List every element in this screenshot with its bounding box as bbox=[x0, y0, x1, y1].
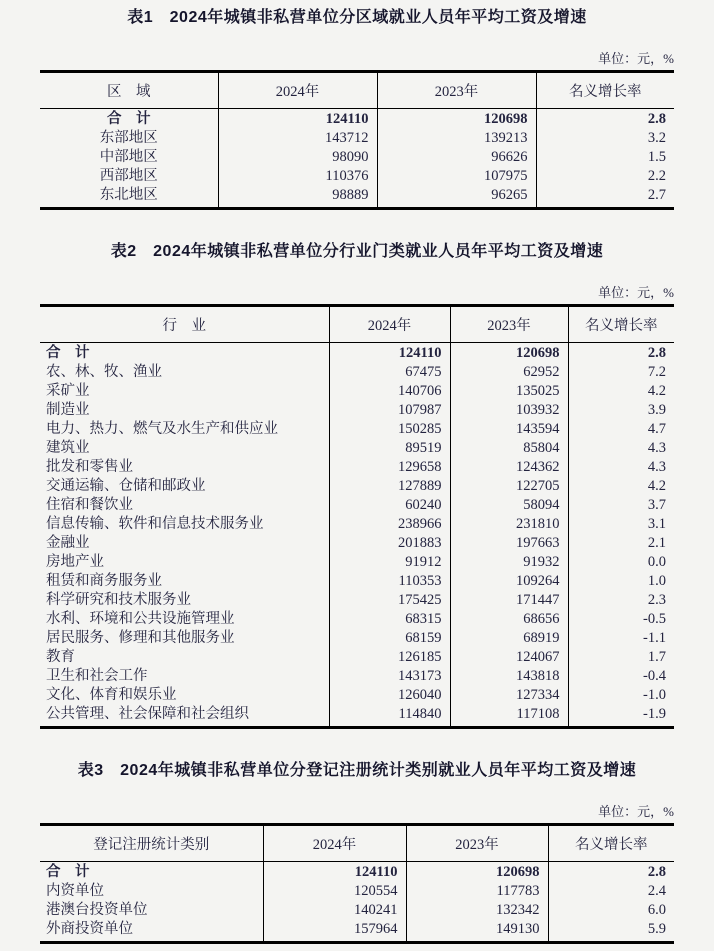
wage-2023: 124362 bbox=[450, 458, 568, 477]
table-row bbox=[40, 129, 674, 148]
growth-rate: 4.3 bbox=[647, 459, 666, 475]
wage-2024: 143173 bbox=[329, 667, 450, 686]
wage-2023: 117108 bbox=[450, 705, 568, 728]
wage-2023: 117783 bbox=[406, 882, 548, 901]
table-row bbox=[40, 667, 674, 686]
row-label: 金融业 bbox=[40, 534, 329, 553]
table-row bbox=[40, 610, 674, 629]
total-row bbox=[40, 343, 674, 364]
header-category: 区 域 bbox=[40, 72, 218, 109]
table3-title: 表3 2024年城镇非私营单位分登记注册统计类别就业人员年平均工资及增速 bbox=[77, 762, 637, 779]
row-label: 房地产业 bbox=[40, 553, 329, 572]
wage-2023: 58094 bbox=[450, 496, 568, 515]
wage-2023: 143594 bbox=[450, 420, 568, 439]
growth-rate: 1.5 bbox=[647, 149, 666, 165]
table1-title: 表1 2024年城镇非私营单位分区域就业人员年平均工资及增速 bbox=[127, 9, 587, 26]
growth-rate: 4.2 bbox=[647, 478, 666, 494]
wage-2024: 140241 bbox=[263, 901, 406, 920]
wage-2023: 62952 bbox=[450, 363, 568, 382]
wage-2024: 107987 bbox=[329, 401, 450, 420]
growth-rate: -0.5 bbox=[643, 611, 666, 627]
wage-2023: 124067 bbox=[450, 648, 568, 667]
wage-2023: 120698 bbox=[450, 343, 568, 364]
row-label: 制造业 bbox=[40, 401, 329, 420]
wage-2023: 120698 bbox=[406, 862, 548, 883]
row-label: 中部地区 bbox=[40, 148, 218, 167]
growth-rate: -1.1 bbox=[643, 630, 666, 646]
table-row bbox=[40, 186, 674, 209]
row-label: 合 计 bbox=[40, 343, 329, 364]
growth-rate: 2.8 bbox=[647, 345, 666, 361]
wage-2023: 231810 bbox=[450, 515, 568, 534]
row-label: 东北地区 bbox=[40, 186, 218, 209]
table-row bbox=[40, 515, 674, 534]
growth-rate: 4.2 bbox=[647, 383, 666, 399]
header-2023: 2023年 bbox=[450, 306, 568, 343]
table-row bbox=[40, 686, 674, 705]
wage-2023: 197663 bbox=[450, 534, 568, 553]
row-label: 住宿和餐饮业 bbox=[40, 496, 329, 515]
wage-2024: 140706 bbox=[329, 382, 450, 401]
row-label: 信息传输、软件和信息技术服务业 bbox=[40, 515, 329, 534]
wage-2023: 103932 bbox=[450, 401, 568, 420]
wage-2024: 127889 bbox=[329, 477, 450, 496]
table-row bbox=[40, 401, 674, 420]
wage-2024: 98889 bbox=[218, 186, 377, 209]
wage-2024: 114840 bbox=[329, 705, 450, 728]
table-row bbox=[40, 458, 674, 477]
table1-block bbox=[0, 8, 714, 210]
header-2024: 2024年 bbox=[329, 306, 450, 343]
table-row bbox=[40, 572, 674, 591]
row-label: 农、林、牧、渔业 bbox=[40, 363, 329, 382]
total-row bbox=[40, 109, 674, 130]
unit-label: 单位：元，% bbox=[598, 285, 674, 300]
table-header-row bbox=[40, 825, 674, 862]
table-row bbox=[40, 167, 674, 186]
wage-2024: 124110 bbox=[218, 109, 377, 130]
wage-2024: 126185 bbox=[329, 648, 450, 667]
table2-block bbox=[0, 242, 714, 729]
wage-2024: 89519 bbox=[329, 439, 450, 458]
wage-2023: 122705 bbox=[450, 477, 568, 496]
row-label: 科学研究和技术服务业 bbox=[40, 591, 329, 610]
header-category: 行 业 bbox=[40, 306, 329, 343]
header-2023: 2023年 bbox=[406, 825, 548, 862]
wage-2024: 143712 bbox=[218, 129, 377, 148]
wage-2023: 143818 bbox=[450, 667, 568, 686]
table-row bbox=[40, 591, 674, 610]
wage-2023: 85804 bbox=[450, 439, 568, 458]
growth-rate: 5.9 bbox=[647, 921, 666, 937]
wage-2023: 139213 bbox=[377, 129, 536, 148]
growth-rate: 2.8 bbox=[647, 864, 666, 880]
row-label: 教育 bbox=[40, 648, 329, 667]
table-header-row bbox=[40, 72, 674, 109]
wage-2024: 120554 bbox=[263, 882, 406, 901]
header-2024: 2024年 bbox=[218, 72, 377, 109]
wage-2024: 124110 bbox=[329, 343, 450, 364]
growth-rate: -0.4 bbox=[643, 668, 666, 684]
table-row bbox=[40, 553, 674, 572]
row-label: 电力、热力、燃气及水生产和供应业 bbox=[40, 420, 329, 439]
wage-2024: 150285 bbox=[329, 420, 450, 439]
growth-rate: 7.2 bbox=[647, 364, 666, 380]
industry-wage-table bbox=[40, 304, 674, 729]
wage-2023: 171447 bbox=[450, 591, 568, 610]
growth-rate: 1.7 bbox=[647, 649, 666, 665]
registration-type-wage-table bbox=[40, 823, 674, 944]
growth-rate: 4.3 bbox=[647, 440, 666, 456]
row-label: 合 计 bbox=[40, 109, 218, 130]
row-label: 东部地区 bbox=[40, 129, 218, 148]
row-label: 港澳台投资单位 bbox=[40, 901, 263, 920]
header-growth: 名义增长率 bbox=[548, 825, 674, 862]
wage-2023: 149130 bbox=[406, 920, 548, 943]
wage-2024: 110376 bbox=[218, 167, 377, 186]
growth-rate: 2.8 bbox=[647, 111, 666, 127]
wage-2024: 129658 bbox=[329, 458, 450, 477]
table3-block bbox=[0, 761, 714, 944]
table-row bbox=[40, 439, 674, 458]
table-row bbox=[40, 901, 674, 920]
growth-rate: -1.0 bbox=[643, 687, 666, 703]
table2-title: 表2 2024年城镇非私营单位分行业门类就业人员年平均工资及增速 bbox=[110, 243, 604, 260]
row-label: 文化、体育和娱乐业 bbox=[40, 686, 329, 705]
growth-rate: 3.1 bbox=[647, 516, 666, 532]
row-label: 水利、环境和公共设施管理业 bbox=[40, 610, 329, 629]
growth-rate: 3.7 bbox=[647, 497, 666, 513]
header-2024: 2024年 bbox=[263, 825, 406, 862]
row-label: 合 计 bbox=[40, 862, 263, 883]
wage-2024: 175425 bbox=[329, 591, 450, 610]
growth-rate: 3.9 bbox=[647, 402, 666, 418]
growth-rate: 3.2 bbox=[647, 130, 666, 146]
wage-2024: 67475 bbox=[329, 363, 450, 382]
row-label: 公共管理、社会保障和社会组织 bbox=[40, 705, 329, 728]
header-category: 登记注册统计类别 bbox=[40, 825, 263, 862]
row-label: 建筑业 bbox=[40, 439, 329, 458]
wage-2023: 96265 bbox=[377, 186, 536, 209]
row-label: 外商投资单位 bbox=[40, 920, 263, 943]
table-row bbox=[40, 648, 674, 667]
growth-rate: -1.9 bbox=[643, 706, 666, 722]
table-header-row bbox=[40, 306, 674, 343]
row-label: 内资单位 bbox=[40, 882, 263, 901]
header-growth: 名义增长率 bbox=[568, 306, 674, 343]
growth-rate: 2.2 bbox=[647, 168, 666, 184]
row-label: 交通运输、仓储和邮政业 bbox=[40, 477, 329, 496]
wage-2024: 126040 bbox=[329, 686, 450, 705]
wage-2024: 91912 bbox=[329, 553, 450, 572]
table-row bbox=[40, 477, 674, 496]
header-growth: 名义增长率 bbox=[536, 72, 674, 109]
wage-2023: 107975 bbox=[377, 167, 536, 186]
unit-label: 单位：元，% bbox=[598, 804, 674, 819]
table-row bbox=[40, 148, 674, 167]
table-row bbox=[40, 882, 674, 901]
wage-2024: 60240 bbox=[329, 496, 450, 515]
growth-rate: 6.0 bbox=[647, 902, 666, 918]
growth-rate: 2.3 bbox=[647, 592, 666, 608]
wage-2023: 96626 bbox=[377, 148, 536, 167]
wage-2024: 201883 bbox=[329, 534, 450, 553]
wage-2023: 91932 bbox=[450, 553, 568, 572]
table-row bbox=[40, 705, 674, 728]
growth-rate: 0.0 bbox=[647, 554, 666, 570]
row-label: 批发和零售业 bbox=[40, 458, 329, 477]
unit-label: 单位：元，% bbox=[598, 51, 674, 66]
growth-rate: 2.1 bbox=[647, 535, 666, 551]
table-row bbox=[40, 420, 674, 439]
growth-rate: 2.7 bbox=[647, 187, 666, 203]
table-row bbox=[40, 363, 674, 382]
wage-2023: 68919 bbox=[450, 629, 568, 648]
wage-2024: 157964 bbox=[263, 920, 406, 943]
growth-rate: 2.4 bbox=[647, 883, 666, 899]
table-row bbox=[40, 496, 674, 515]
region-wage-table bbox=[40, 70, 674, 210]
header-2023: 2023年 bbox=[377, 72, 536, 109]
wage-2024: 124110 bbox=[263, 862, 406, 883]
wage-2024: 98090 bbox=[218, 148, 377, 167]
growth-rate: 4.7 bbox=[647, 421, 666, 437]
row-label: 西部地区 bbox=[40, 167, 218, 186]
table-row bbox=[40, 382, 674, 401]
row-label: 卫生和社会工作 bbox=[40, 667, 329, 686]
wage-2023: 135025 bbox=[450, 382, 568, 401]
wage-2024: 68315 bbox=[329, 610, 450, 629]
row-label: 租赁和商务服务业 bbox=[40, 572, 329, 591]
growth-rate: 1.0 bbox=[647, 573, 666, 589]
total-row bbox=[40, 862, 674, 883]
wage-2023: 132342 bbox=[406, 901, 548, 920]
table-row bbox=[40, 920, 674, 943]
wage-2023: 127334 bbox=[450, 686, 568, 705]
wage-2024: 110353 bbox=[329, 572, 450, 591]
wage-2024: 68159 bbox=[329, 629, 450, 648]
wage-2023: 120698 bbox=[377, 109, 536, 130]
row-label: 采矿业 bbox=[40, 382, 329, 401]
table-row bbox=[40, 534, 674, 553]
wage-2023: 68656 bbox=[450, 610, 568, 629]
table-row bbox=[40, 629, 674, 648]
wage-2024: 238966 bbox=[329, 515, 450, 534]
row-label: 居民服务、修理和其他服务业 bbox=[40, 629, 329, 648]
wage-2023: 109264 bbox=[450, 572, 568, 591]
